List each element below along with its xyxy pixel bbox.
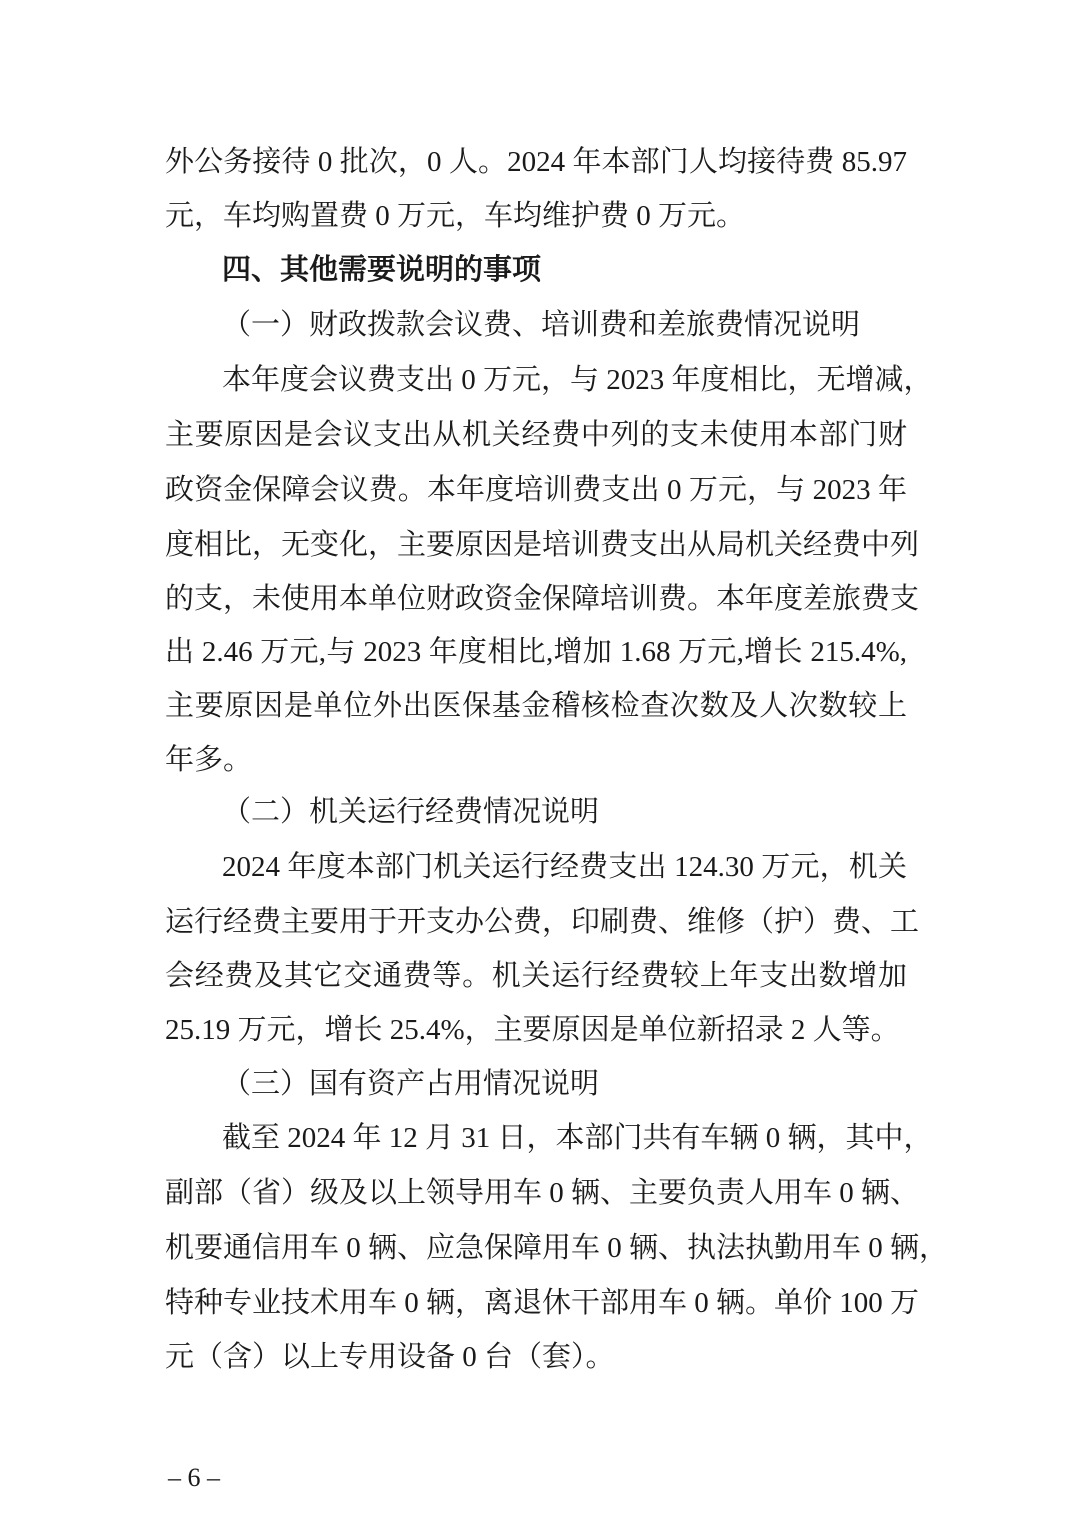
text-line: 截至 2024 年 12 月 31 日，本部门共有车辆 0 辆，其中，: [222, 1122, 933, 1154]
text-line: 年多。: [165, 744, 253, 776]
text-line: 出 2.46 万元,与 2023 年度相比,增加 1.68 万元,增长 215.4%,: [165, 636, 907, 668]
text-line: 副部（省）级及以上领导用车 0 辆、主要负责人用车 0 辆、: [165, 1177, 920, 1209]
text-line: 元，车均购置费 0 万元，车均维护费 0 万元。: [165, 200, 746, 232]
text-line: 政资金保障会议费。本年度培训费支出 0 万元，与 2023 年: [165, 474, 907, 506]
text-line: 机要通信用车 0 辆、应急保障用车 0 辆、执法执勤用车 0 辆，: [165, 1232, 949, 1264]
text-line: 度相比，无变化，主要原因是培训费支出从局机关经费中列: [165, 529, 920, 561]
page-number: – 6 –: [168, 1463, 220, 1492]
text-line: 运行经费主要用于开支办公费，印刷费、维修（护）费、工: [165, 906, 920, 938]
section-heading: 四、其他需要说明的事项: [222, 254, 542, 286]
text-line: 特种专业技术用车 0 辆，离退休干部用车 0 辆。单价 100 万: [165, 1287, 920, 1319]
text-line: 本年度会议费支出 0 万元，与 2023 年度相比，无增减，: [222, 364, 933, 396]
subsection-heading: （一）财政拨款会议费、培训费和差旅费情况说明: [222, 309, 861, 341]
text-line: 2024 年度本部门机关运行经费支出 124.30 万元，机关: [222, 851, 907, 883]
text-line: 主要原因是会议支出从机关经费中列的支未使用本部门财: [165, 419, 907, 451]
text-line: 会经费及其它交通费等。机关运行经费较上年支出数增加: [165, 960, 907, 992]
subsection-heading: （三）国有资产占用情况说明: [222, 1068, 600, 1100]
text-line: 的支，未使用本单位财政资金保障培训费。本年度差旅费支: [165, 583, 920, 615]
text-line: 主要原因是单位外出医保基金稽核检查次数及人次数较上: [165, 690, 907, 722]
text-line: 外公务接待 0 批次，0 人。2024 年本部门人均接待费 85.97: [165, 146, 907, 178]
text-line: 元（含）以上专用设备 0 台（套）。: [165, 1341, 615, 1373]
text-line: 25.19 万元，增长 25.4%，主要原因是单位新招录 2 人等。: [165, 1014, 900, 1046]
subsection-heading: （二）机关运行经费情况说明: [222, 796, 600, 828]
